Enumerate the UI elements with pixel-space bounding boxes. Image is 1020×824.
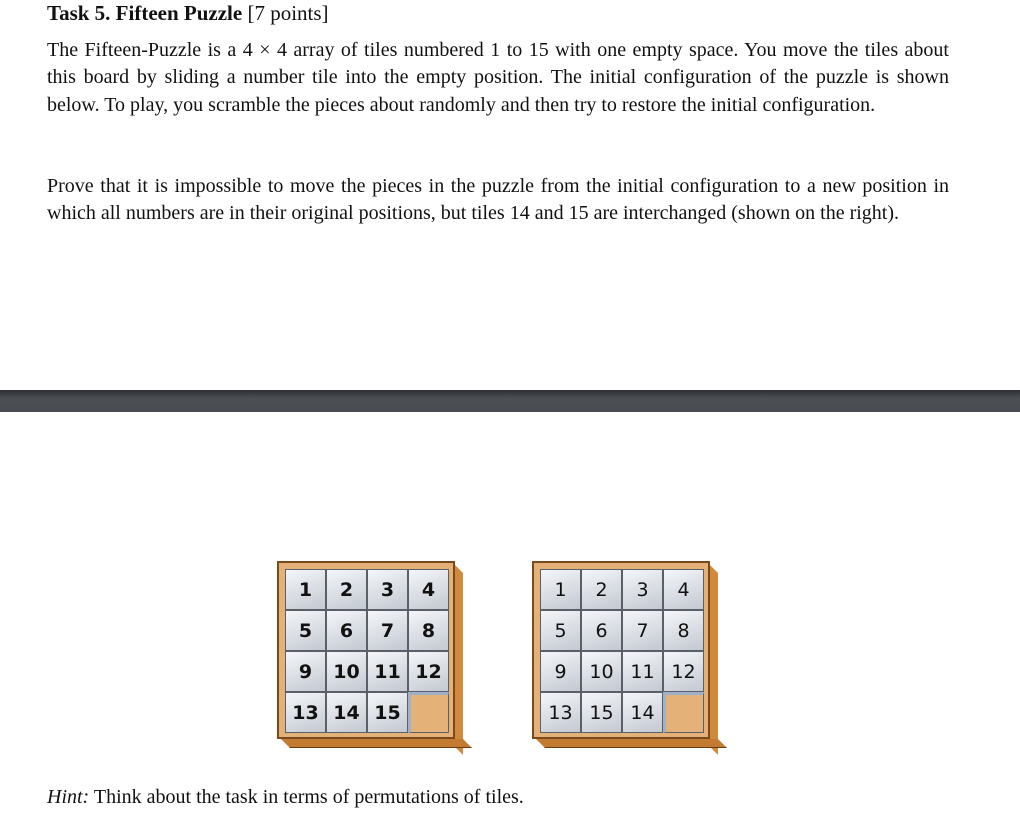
tile: 13 xyxy=(285,692,326,733)
tile: 6 xyxy=(326,610,367,651)
empty-space xyxy=(663,692,704,733)
tile-grid xyxy=(540,569,704,733)
board-bottom xyxy=(281,739,472,748)
tile: 4 xyxy=(408,569,449,610)
board-side xyxy=(710,565,718,755)
tile: 3 xyxy=(367,569,408,610)
tile: 6 xyxy=(581,610,622,651)
tile: 14 xyxy=(326,692,367,733)
tile: 13 xyxy=(540,692,581,733)
puzzle-initial xyxy=(277,561,463,747)
tile: 2 xyxy=(581,569,622,610)
tile: 9 xyxy=(285,651,326,692)
board xyxy=(277,561,455,739)
tile-grid xyxy=(285,569,449,733)
puzzle-swapped xyxy=(532,561,718,747)
hint xyxy=(47,784,524,810)
tile: 5 xyxy=(285,610,326,651)
tile: 2 xyxy=(326,569,367,610)
tile: 9 xyxy=(540,651,581,692)
tile: 1 xyxy=(285,569,326,610)
board-bottom xyxy=(536,739,727,748)
task-label: Task 5. Fifteen Puzzle xyxy=(47,1,243,25)
tile: 8 xyxy=(663,610,704,651)
tile: 12 xyxy=(663,651,704,692)
tile: 10 xyxy=(326,651,367,692)
tile: 15 xyxy=(581,692,622,733)
hint-label: Hint: xyxy=(47,786,90,808)
page-separator-bar xyxy=(0,390,1020,412)
tile: 12 xyxy=(408,651,449,692)
tile: 7 xyxy=(622,610,663,651)
tile: 8 xyxy=(408,610,449,651)
tile: 1 xyxy=(540,569,581,610)
tile: 11 xyxy=(367,651,408,692)
empty-space xyxy=(408,692,449,733)
problem-description: The Fifteen-Puzzle is a 4 × 4 array of tiles numbered 1 to 15 with one empty space. You move the tiles about this board by sliding a number tile into the empty position. The initial configuration of the puzzle is shown below. To play, you scramble the pieces about randomly and then try to restore the initial configuration. xyxy=(47,39,949,116)
problem-statement: Prove that it is impossible to move the pieces in the puzzle from the initial configuration to a new position in which all numbers are in their original positions, but tiles 14 and 15 are interchanged (shown on the right). xyxy=(47,175,949,225)
tile: 3 xyxy=(622,569,663,610)
tile: 5 xyxy=(540,610,581,651)
tile: 14 xyxy=(622,692,663,733)
task-title xyxy=(47,0,329,26)
tile: 7 xyxy=(367,610,408,651)
tile: 4 xyxy=(663,569,704,610)
tile: 15 xyxy=(367,692,408,733)
tile: 11 xyxy=(622,651,663,692)
board-side xyxy=(455,565,463,755)
hint-text: Think about the task in terms of permutations of tiles. xyxy=(89,786,524,808)
board xyxy=(532,561,710,739)
tile: 10 xyxy=(581,651,622,692)
task-points: [7 points] xyxy=(247,1,329,25)
